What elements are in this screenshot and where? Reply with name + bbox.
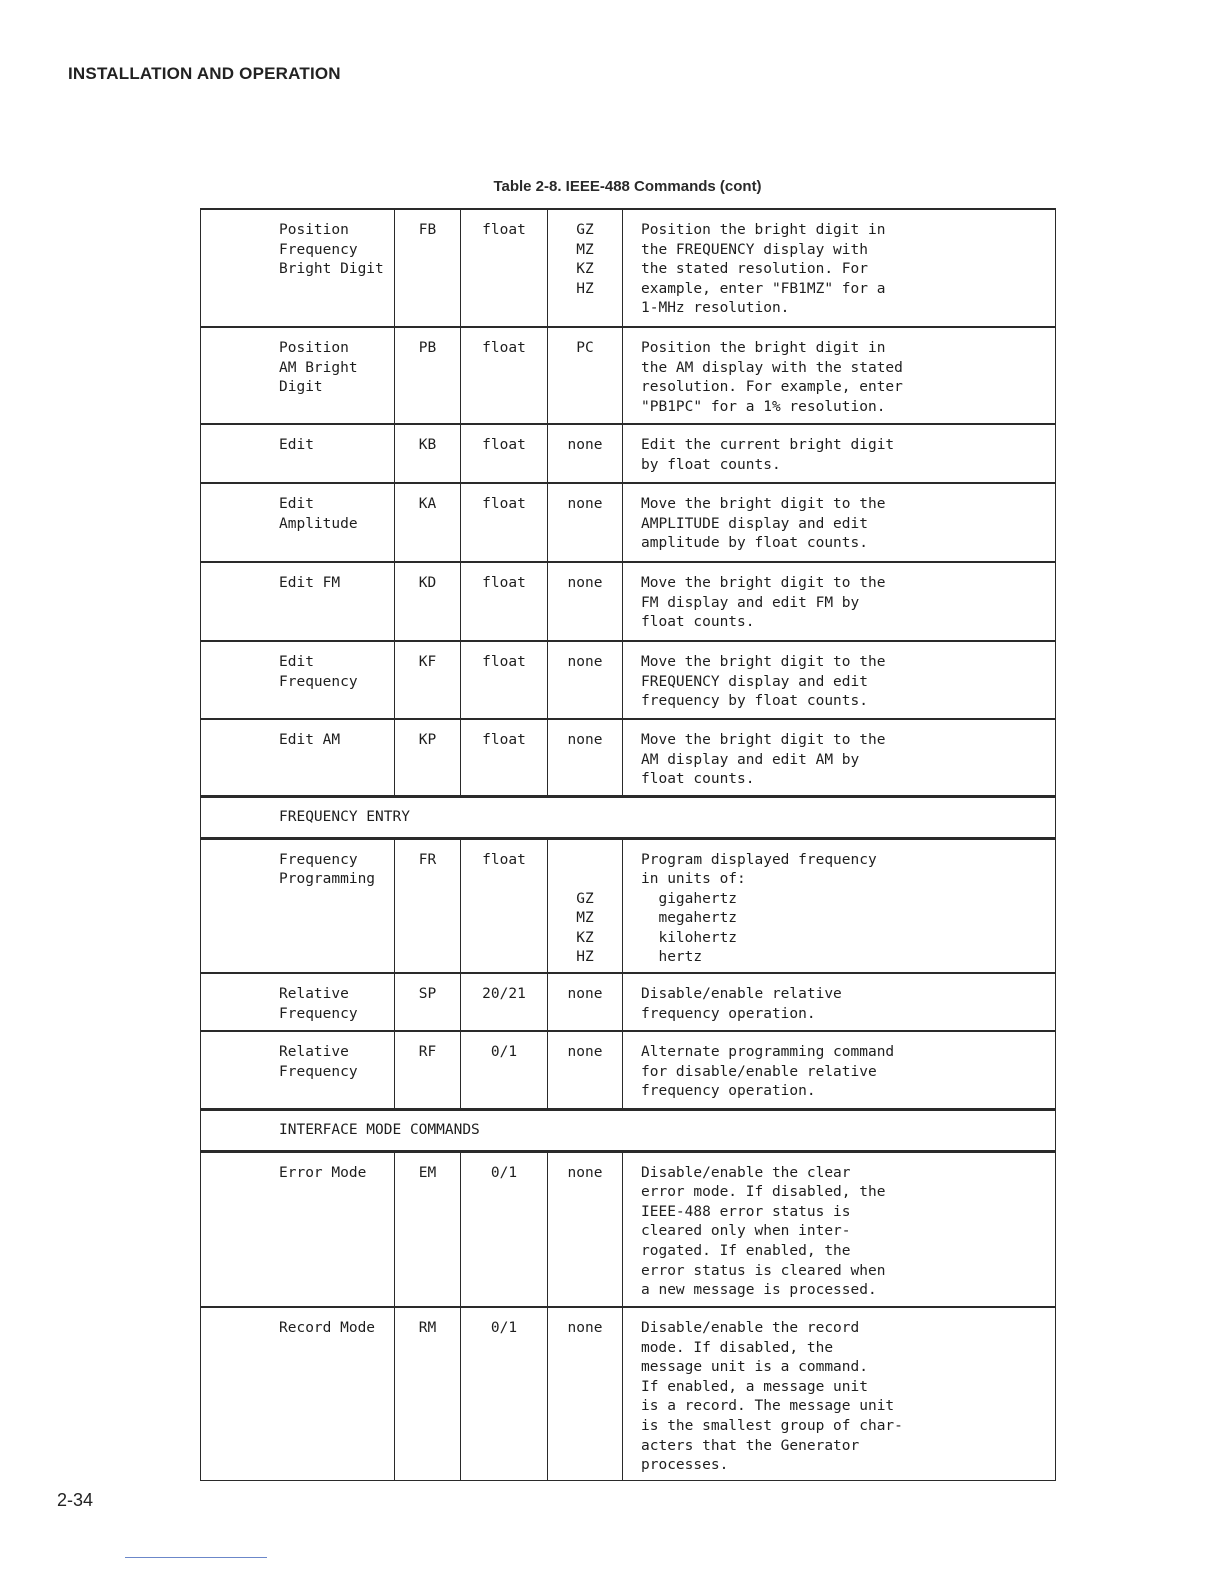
table-row xyxy=(201,327,1056,424)
table-row xyxy=(201,562,1056,641)
section-title: FREQUENCY ENTRY xyxy=(201,796,1056,838)
description-cell: Move the bright digit to the FM display and edit FM by float counts. xyxy=(623,562,1056,641)
units-cell: PC xyxy=(548,327,623,424)
code-cell: KP xyxy=(395,719,461,796)
code-cell: PB xyxy=(395,327,461,424)
code-cell: KB xyxy=(395,424,461,483)
units-cell: GZ MZ KZ HZ xyxy=(548,209,623,327)
running-header: INSTALLATION AND OPERATION xyxy=(68,64,341,83)
table-row xyxy=(201,1307,1056,1480)
description-cell: Move the bright digit to the AMPLITUDE display and edit amplitude by float counts. xyxy=(623,483,1056,562)
units-cell: none xyxy=(548,973,623,1031)
data-cell: float xyxy=(461,424,548,483)
table-caption: Table 2-8. IEEE-488 Commands (cont) xyxy=(493,178,762,195)
section-header-row xyxy=(201,796,1056,838)
section-header-row xyxy=(201,1109,1056,1151)
code-cell: RM xyxy=(395,1307,461,1480)
table-row xyxy=(201,838,1056,973)
section-title: INTERFACE MODE COMMANDS xyxy=(201,1109,1056,1151)
data-cell: 0/1 xyxy=(461,1307,548,1480)
description-cell: Disable/enable relative frequency operation. xyxy=(623,973,1056,1031)
function-cell: Edit xyxy=(201,424,395,483)
units-cell: none xyxy=(548,1031,623,1109)
code-cell: KF xyxy=(395,641,461,719)
data-cell: float xyxy=(461,562,548,641)
description-cell: Position the bright digit in the AM display with the stated resolution. For example, enter "PB1PC" for a 1% resolution. xyxy=(623,327,1056,424)
code-cell: KA xyxy=(395,483,461,562)
footer-divider xyxy=(125,1557,267,1558)
data-cell: float xyxy=(461,641,548,719)
data-cell: float xyxy=(461,719,548,796)
data-cell: float xyxy=(461,838,548,973)
data-cell: float xyxy=(461,483,548,562)
code-cell: FR xyxy=(395,838,461,973)
table-row xyxy=(201,973,1056,1031)
code-cell: SP xyxy=(395,973,461,1031)
description-cell: Edit the current bright digit by float counts. xyxy=(623,424,1056,483)
units-cell: none xyxy=(548,483,623,562)
code-cell: KD xyxy=(395,562,461,641)
units-cell: none xyxy=(548,562,623,641)
code-cell: FB xyxy=(395,209,461,327)
table-row xyxy=(201,483,1056,562)
function-cell: Edit Amplitude xyxy=(201,483,395,562)
units-cell: none xyxy=(548,1307,623,1480)
description-cell: Move the bright digit to the FREQUENCY display and edit frequency by float counts. xyxy=(623,641,1056,719)
units-cell: none xyxy=(548,641,623,719)
description-cell: Disable/enable the record mode. If disabled, the message unit is a command. If enabled, a message unit is a record. The message unit is the smallest group of char- acters that the Generator processes. xyxy=(623,1307,1056,1480)
function-cell: Position Frequency Bright Digit xyxy=(201,209,395,327)
data-cell: float xyxy=(461,209,548,327)
description-cell: Disable/enable the clear error mode. If disabled, the IEEE-488 error status is cleared only when inter- rogated. If enabled, the error status is cleared when a new message is processed. xyxy=(623,1151,1056,1307)
table-row xyxy=(201,719,1056,796)
description-cell: Alternate programming command for disable/enable relative frequency operation. xyxy=(623,1031,1056,1109)
function-cell: Error Mode xyxy=(201,1151,395,1307)
data-cell: 0/1 xyxy=(461,1031,548,1109)
description-cell: Move the bright digit to the AM display and edit AM by float counts. xyxy=(623,719,1056,796)
function-cell: Edit Frequency xyxy=(201,641,395,719)
units-cell: none xyxy=(548,424,623,483)
table-row xyxy=(201,209,1056,327)
description-cell: Position the bright digit in the FREQUENCY display with the stated resolution. For example, enter "FB1MZ" for a 1-MHz resolution. xyxy=(623,209,1056,327)
table-row xyxy=(201,1151,1056,1307)
data-cell: 0/1 xyxy=(461,1151,548,1307)
units-cell: GZ MZ KZ HZ xyxy=(548,838,623,973)
function-cell: Relative Frequency xyxy=(201,1031,395,1109)
data-cell: float xyxy=(461,327,548,424)
units-cell: none xyxy=(548,1151,623,1307)
data-cell: 20/21 xyxy=(461,973,548,1031)
table-row xyxy=(201,1031,1056,1109)
function-cell: Edit AM xyxy=(201,719,395,796)
function-cell: Position AM Bright Digit xyxy=(201,327,395,424)
table-row xyxy=(201,641,1056,719)
function-cell: Record Mode xyxy=(201,1307,395,1480)
ieee-488-commands-table xyxy=(200,208,1056,1481)
code-cell: RF xyxy=(395,1031,461,1109)
code-cell: EM xyxy=(395,1151,461,1307)
description-cell: Program displayed frequency in units of: gigahertz megahertz kilohertz hertz xyxy=(623,838,1056,973)
function-cell: Relative Frequency xyxy=(201,973,395,1031)
units-cell: none xyxy=(548,719,623,796)
page-number: 2-34 xyxy=(57,1490,94,1510)
function-cell: Edit FM xyxy=(201,562,395,641)
table-row xyxy=(201,424,1056,483)
function-cell: Frequency Programming xyxy=(201,838,395,973)
